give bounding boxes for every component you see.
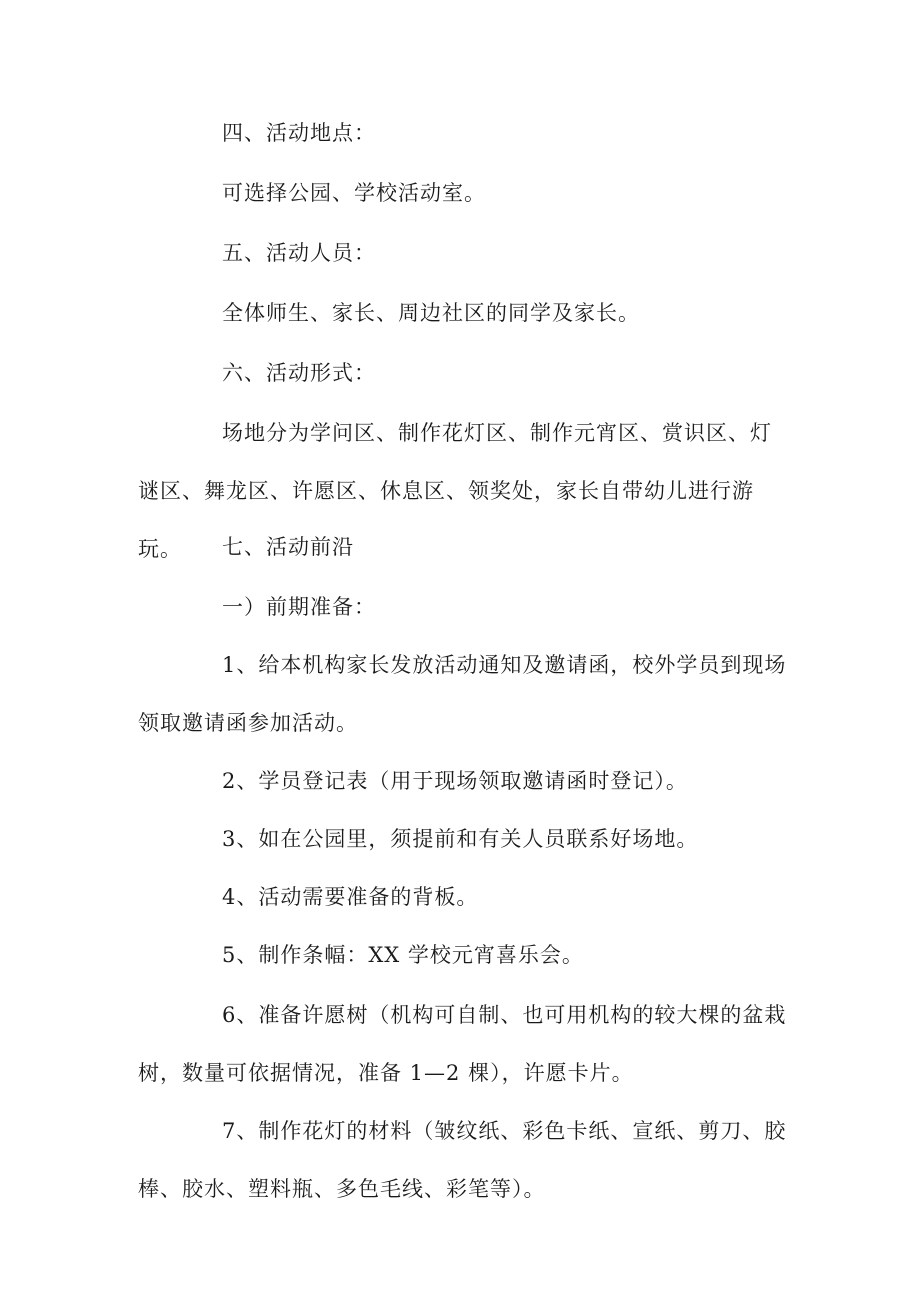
- list-item-1: 1、给本机构家长发放活动通知及邀请函，校外学员到现场领取邀请函参加活动。: [138, 653, 787, 735]
- paragraph-location-detail: 可选择公园、学校活动室。: [222, 181, 486, 205]
- list-item-6: 6、准备许愿树（机构可自制、也可用机构的较大棵的盆栽树，数量可依据情况，准备 1—2 棵），许愿卡片。: [138, 1003, 787, 1085]
- list-item-2: 2、学员登记表（用于现场领取邀请函时登记）。: [222, 769, 688, 793]
- heading-activity-format: 六、活动形式：: [222, 361, 376, 385]
- paragraph-participants-detail: 全体师生、家长、周边社区的同学及家长。: [222, 301, 640, 325]
- paragraph-format-detail: 场地分为学问区、制作花灯区、制作元宵区、赏识区、灯谜区、舞龙区、许愿区、休息区、领奖处，家长自带幼儿进行游玩。: [138, 421, 772, 561]
- heading-activity-preparation: 七、活动前沿: [222, 535, 354, 559]
- list-item-4: 4、活动需要准备的背板。: [222, 885, 479, 909]
- list-item-3: 3、如在公园里，须提前和有关人员联系好场地。: [222, 827, 699, 851]
- list-item-5: 5、制作条幅：XX 学校元宵喜乐会。: [222, 943, 584, 967]
- list-item-7: 7、制作花灯的材料（皱纹纸、彩色卡纸、宣纸、剪刀、胶棒、胶水、塑料瓶、多色毛线、彩笔等）。: [138, 1119, 787, 1201]
- subheading-early-preparation: 一）前期准备：: [222, 595, 376, 619]
- heading-activity-location: 四、活动地点：: [222, 121, 376, 145]
- heading-activity-participants: 五、活动人员：: [222, 241, 376, 265]
